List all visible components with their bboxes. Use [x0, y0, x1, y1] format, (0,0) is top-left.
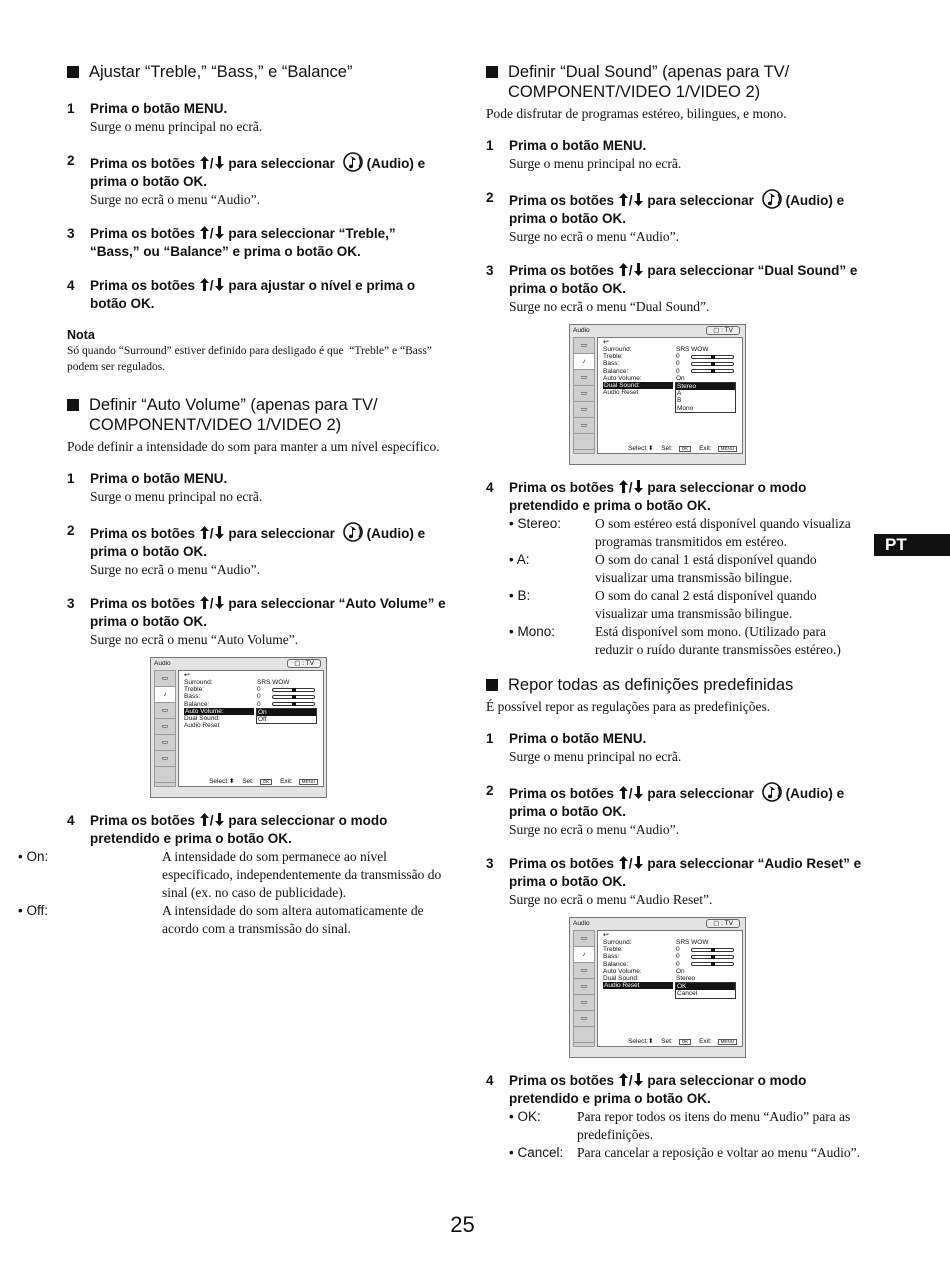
osd-row: Auto Volume: On	[603, 374, 685, 382]
osd-option: On	[257, 709, 316, 716]
audio-icon	[339, 156, 367, 171]
osd-row: Dual Sound: Stereo	[603, 974, 696, 982]
osd-screen-audio-reset	[569, 917, 746, 1058]
osd-row: Bass: 0	[603, 953, 740, 960]
osd-menu-panel	[178, 670, 324, 787]
up-down-arrows-icon: /	[618, 263, 644, 278]
up-down-arrows-icon: /	[199, 156, 225, 171]
osd-row: Audio Reset	[603, 389, 639, 397]
step-2: 2 Prima os botões / para seleccionar (Audio) e prima o botão OK. Surge no ecrã o menu “Audio”.	[67, 523, 426, 577]
step-3: 3 Prima os botões / para seleccionar “Audio Reset” e prima o botão OK. Surge no ecrã o menu “Audio Reset”.	[486, 856, 862, 907]
section-heading-reset: Repor todas as definições predefinidas	[486, 675, 866, 695]
osd-level-bar	[272, 695, 315, 699]
osd-menu-icons	[573, 930, 595, 1047]
up-down-arrows-icon: /	[618, 1073, 644, 1088]
osd-title: Audio	[154, 660, 171, 667]
osd-level-bar	[691, 948, 734, 952]
osd-option: Cancel	[677, 990, 698, 998]
step-2: 2 Prima os botões / para seleccionar (Audio) e prima o botão OK. Surge no ecrã o menu “Audio”.	[486, 783, 845, 837]
osd-option: Mono	[677, 404, 694, 412]
option-on: • On: A intensidade do som permanece ao nível especificado, independentemente da transmissão do sinal (ex. no caso de publicidade).	[18, 849, 442, 900]
step-1: 1 Prima o botão MENU. Surge o menu principal no ecrã.	[486, 731, 682, 764]
osd-row: Balance: 0	[184, 701, 321, 708]
osd-screen-auto-volume	[150, 657, 327, 798]
step-1: 1 Prima o botão MENU. Surge o menu principal no ecrã.	[67, 471, 263, 504]
osd-row: Audio Reset	[184, 722, 220, 730]
option-off: • Off: A intensidade do som altera automaticamente de acordo com a transmissão do sinal.	[18, 903, 424, 936]
osd-source: ▢ : TV	[287, 659, 321, 668]
osd-row: Treble: 0	[603, 946, 740, 953]
osd-menu-icon	[155, 767, 175, 783]
osd-row: Audio Reset	[603, 982, 740, 989]
section-heading-dual-sound: Definir “Dual Sound” (apenas para TV/ COMPONENT/VIDEO 1/VIDEO 2)	[486, 62, 866, 102]
square-bullet-icon	[486, 679, 498, 691]
right-column	[486, 62, 866, 1162]
osd-level-bar	[691, 962, 734, 966]
osd-row: Dual Sound:	[184, 714, 220, 722]
osd-row: Treble: 0	[603, 353, 740, 360]
square-bullet-icon	[486, 66, 498, 78]
return-icon: ↩	[184, 672, 190, 679]
osd-row: Bass: 0	[184, 693, 321, 700]
option-stereo: • Stereo: O som estéreo está disponível quando visualiza programas transmitidos em estéreo.	[509, 516, 851, 549]
step-4: 4 Prima os botões / para seleccionar o modo pretendido e prima o botão OK.	[486, 480, 807, 513]
osd-menu-icon: ▭	[574, 386, 594, 402]
osd-options-list	[256, 708, 317, 724]
osd-option: OK	[676, 983, 735, 990]
osd-menu-icon: ▭	[574, 963, 594, 979]
osd-title: Audio	[573, 327, 590, 334]
osd-title: Audio	[573, 920, 590, 927]
osd-row: Auto Volume: On	[603, 967, 685, 975]
option-ok: • OK: Para repor todos os itens do menu “Audio” para as predefinições.	[509, 1109, 851, 1142]
step-2: 2 Prima os botões / para seleccionar (Audio) e prima o botão OK. Surge no ecrã o menu “Audio”.	[486, 190, 845, 244]
option-mono: • Mono: Está disponível som mono. (Utilizado para reduzir o ruído durante transmissões estéreo.)	[509, 624, 841, 657]
step-4: 4 Prima os botões / para ajustar o nível e prima o botão OK.	[67, 278, 416, 311]
up-down-arrows-icon: /	[199, 226, 225, 241]
osd-screen-dual-sound	[569, 324, 746, 465]
section-intro: Pode definir a intensidade do som para manter a um nível específico.	[67, 439, 440, 454]
osd-level-bar	[691, 362, 734, 366]
up-down-arrows-icon: /	[618, 856, 644, 871]
step-3: 3 Prima os botões / para seleccionar “Auto Volume” e prima o botão OK. Surge no ecrã o menu “Auto Volume”.	[67, 596, 446, 647]
square-bullet-icon	[67, 66, 79, 78]
osd-menu-icon: ▭	[574, 370, 594, 386]
step-1: 1 Prima o botão MENU. Surge o menu principal no ecrã.	[67, 101, 263, 134]
up-down-arrows-icon: /	[199, 278, 225, 293]
option-cancel: • Cancel: Para cancelar a reposição e voltar ao menu “Audio”.	[509, 1145, 860, 1160]
option-b: • B: O som do canal 2 está disponível quando visualizar uma transmissão bilingue.	[509, 588, 817, 621]
osd-source: ▢ : TV	[706, 326, 740, 335]
osd-menu-icon: ▭	[155, 703, 175, 719]
osd-row: Surround: SRS WOW	[184, 679, 290, 686]
osd-menu-icons	[573, 337, 595, 454]
section-heading-auto-volume: Definir “Auto Volume” (apenas para TV/ COMPONENT/VIDEO 1/VIDEO 2)	[67, 395, 447, 435]
page-number: 25	[450, 1212, 475, 1237]
osd-row: Bass: 0	[603, 360, 740, 367]
return-icon: ↩	[603, 339, 609, 346]
left-column	[18, 62, 447, 938]
osd-option: Off	[258, 715, 267, 723]
osd-option: Stereo	[676, 383, 735, 390]
osd-footer: Select:⬍ Set: OK Exit: MENU	[622, 445, 737, 453]
audio-icon	[339, 526, 367, 541]
osd-menu-panel	[597, 930, 743, 1047]
osd-option: B	[677, 397, 682, 405]
osd-level-bar	[691, 955, 734, 959]
osd-menu-icon: ▭	[574, 338, 594, 354]
osd-menu-icon: ▭	[155, 671, 175, 687]
osd-menu-panel	[597, 337, 743, 454]
up-down-arrows-icon: /	[618, 786, 644, 801]
osd-menu-icon: ♪	[574, 947, 594, 963]
osd-menu-icon: ▭	[574, 979, 594, 995]
osd-row: Balance: 0	[603, 961, 740, 968]
osd-options-list	[675, 382, 736, 413]
up-down-arrows-icon: /	[199, 596, 225, 611]
osd-row: Surround: SRS WOW	[603, 939, 709, 946]
step-4: 4 Prima os botões / para seleccionar o modo pretendido e prima o botão OK.	[486, 1073, 807, 1106]
note-heading: Nota	[67, 328, 95, 342]
section-intro: É possível repor as regulações para as predefinições.	[486, 699, 771, 714]
osd-menu-icon: ▭	[155, 735, 175, 751]
osd-menu-icon	[574, 434, 594, 450]
osd-level-bar	[691, 355, 734, 359]
step-2: 2 Prima os botões / para seleccionar (Audio) e prima o botão OK. Surge no ecrã o menu “Audio”.	[67, 153, 426, 207]
audio-icon	[758, 786, 786, 801]
osd-row: Auto Volume:	[184, 708, 321, 715]
step-4: 4 Prima os botões / para seleccionar o modo pretendido e prima o botão OK.	[67, 813, 388, 846]
osd-menu-icon: ▭	[574, 1011, 594, 1027]
section-intro: Pode disfrutar de programas estéreo, bilingues, e mono.	[486, 106, 787, 121]
note-text: Só quando “Surround” estiver definido para desligado é que “Treble” e “Bass” podem ser regulados.	[67, 345, 432, 373]
osd-row: Dual Sound:	[603, 382, 740, 389]
option-a: • A: O som do canal 1 está disponível quando visualizar uma transmissão bilingue.	[509, 552, 817, 585]
square-bullet-icon	[67, 399, 79, 411]
osd-menu-icon: ▭	[155, 719, 175, 735]
step-3: 3 Prima os botões / para seleccionar “Treble,” “Bass,” ou “Balance” e prima o botão OK.	[67, 226, 396, 259]
osd-level-bar	[691, 369, 734, 373]
up-down-arrows-icon: /	[199, 813, 225, 828]
osd-row: Surround: SRS WOW	[603, 346, 709, 353]
osd-row: Balance: 0	[603, 368, 740, 375]
osd-footer: Select:⬍ Set: OK Exit: MENU	[622, 1038, 737, 1046]
osd-menu-icon: ▭	[574, 418, 594, 434]
osd-menu-icon: ▭	[574, 402, 594, 418]
return-icon: ↩	[603, 932, 609, 939]
osd-menu-icon	[574, 1027, 594, 1043]
up-down-arrows-icon: /	[199, 526, 225, 541]
osd-source: ▢ : TV	[706, 919, 740, 928]
osd-menu-icon: ▭	[574, 995, 594, 1011]
osd-level-bar	[272, 688, 315, 692]
osd-menu-icon: ♪	[574, 354, 594, 370]
osd-menu-icon: ▭	[155, 751, 175, 767]
osd-footer: Select:⬍ Set: OK Exit: MENU	[203, 778, 318, 786]
osd-level-bar	[272, 702, 315, 706]
osd-menu-icon: ▭	[574, 931, 594, 947]
step-3: 3 Prima os botões / para seleccionar “Dual Sound” e prima o botão OK. Surge no ecrã o menu “Dual Sound”.	[486, 263, 858, 314]
osd-menu-icon: ♪	[155, 687, 175, 703]
up-down-arrows-icon: /	[618, 193, 644, 208]
osd-option: A	[677, 390, 682, 398]
osd-row: Treble: 0	[184, 686, 321, 693]
osd-options-list	[675, 982, 736, 998]
language-tab: PT	[874, 534, 950, 556]
audio-icon	[758, 193, 786, 208]
step-1: 1 Prima o botão MENU. Surge o menu principal no ecrã.	[486, 138, 682, 171]
section-heading-treble-bass-balance: Ajustar “Treble,” “Bass,” e “Balance”	[67, 62, 447, 82]
up-down-arrows-icon: /	[618, 480, 644, 495]
osd-menu-icons	[154, 670, 176, 787]
